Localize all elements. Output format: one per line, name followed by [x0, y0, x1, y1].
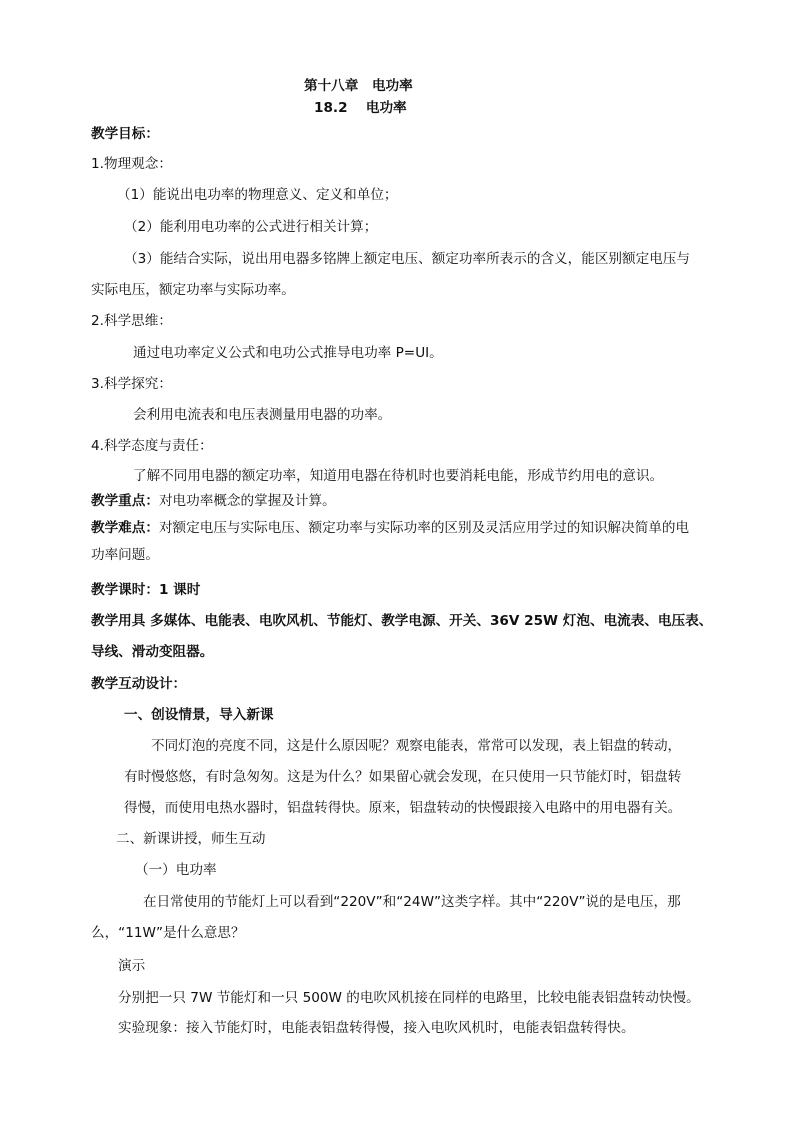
teaching-tools-line-2: 导线、滑动变阻器。: [91, 644, 214, 660]
demo-label: 演示: [118, 958, 146, 974]
objective-2-title: 2.科学思维：: [91, 313, 172, 329]
paragraph-1-line-1: 在日常使用的节能灯上可以看到“220V”和“24W”这类字样。其中“220V”说的是电压，那: [143, 894, 681, 910]
class-hours: 教学课时：1 课时: [91, 582, 201, 598]
section-title: 18.2 电功率: [314, 100, 407, 116]
objective-1-title: 1.物理观念：: [91, 156, 172, 172]
paragraph-1-line-2: 么，“11W”是什么意思？: [91, 925, 245, 941]
difficulties-label: 教学难点：: [91, 520, 159, 536]
objective-3-text: 会利用电流表和电压表测量用电器的功率。: [133, 407, 392, 423]
difficulties-line-2: 功率问题。: [91, 547, 159, 563]
objective-3-title: 3.科学探究：: [91, 376, 172, 392]
demo-text: 分别把一只 7W 节能灯和一只 500W 的电吹风机接在同样的电路里，比较电能表铝盘转动快慢。: [118, 990, 700, 1006]
objective-1-sub-3-line-1: （3）能结合实际，说出用电器多铭牌上额定电压、额定功率所表示的含义，能区别额定电压与: [124, 251, 690, 267]
objective-4-title: 4.科学态度与责任：: [91, 438, 213, 454]
key-points: [91, 492, 336, 510]
design-heading: 教学互动设计：: [91, 676, 187, 692]
part-1-paragraph-line-3: 得慢，而使用电热水器时，铝盘转得快。原来，铝盘转动的快慢跟接入电路中的用电器有关。: [124, 800, 682, 816]
key-points-text: 对电功率概念的掌握及计算。: [158, 493, 336, 509]
objective-1-sub-1: （1）能说出电功率的物理意义、定义和单位；: [117, 187, 398, 203]
difficulties-text: 对额定电压与实际电压、额定功率与实际功率的区别及灵活应用学过的知识解决简单的电: [158, 520, 690, 536]
objectives-heading: 教学目标：: [91, 126, 159, 142]
objective-2-text: 通过电功率定义公式和电功公式推导电功率 P=UI。: [133, 345, 443, 361]
objective-1-sub-3-line-2: 实际电压，额定功率与实际功率。: [91, 282, 295, 298]
objective-1-sub-2: （2）能利用电功率的公式进行相关计算；: [124, 219, 378, 235]
subsection-1-title: （一）电功率: [135, 862, 217, 878]
objective-4-text: 了解不同用电器的额定功率，知道用电器在待机时也要消耗电能，形成节约用电的意识。: [133, 468, 664, 484]
part-2-title: 二、新课讲授，师生互动: [116, 831, 266, 847]
part-1-paragraph-line-2: 有时慢悠悠，有时急匆匆。这是为什么？如果留心就会发现，在只使用一只节能灯时，铝盘转: [124, 769, 682, 785]
part-1-paragraph-line-1: 不同灯泡的亮度不同，这是什么原因呢？观察电能表，常常可以发现，表上铝盘的转动，: [151, 738, 682, 754]
teaching-tools-line-1: 教学用具 多媒体、电能表、电吹风机、节能灯、教学电源、开关、36V 25W 灯泡、电流表、电压表、: [91, 613, 713, 629]
chapter-title: 第十八章 电功率: [304, 78, 413, 94]
part-1-title: 一、创设情景，导入新课: [124, 707, 274, 723]
key-points-label: 教学重点：: [91, 493, 159, 509]
experiment-result: 实验现象：接入节能灯时，电能表铝盘转得慢，接入电吹风机时，电能表铝盘转得快。: [118, 1020, 635, 1036]
difficulties-line-1: [91, 519, 689, 537]
